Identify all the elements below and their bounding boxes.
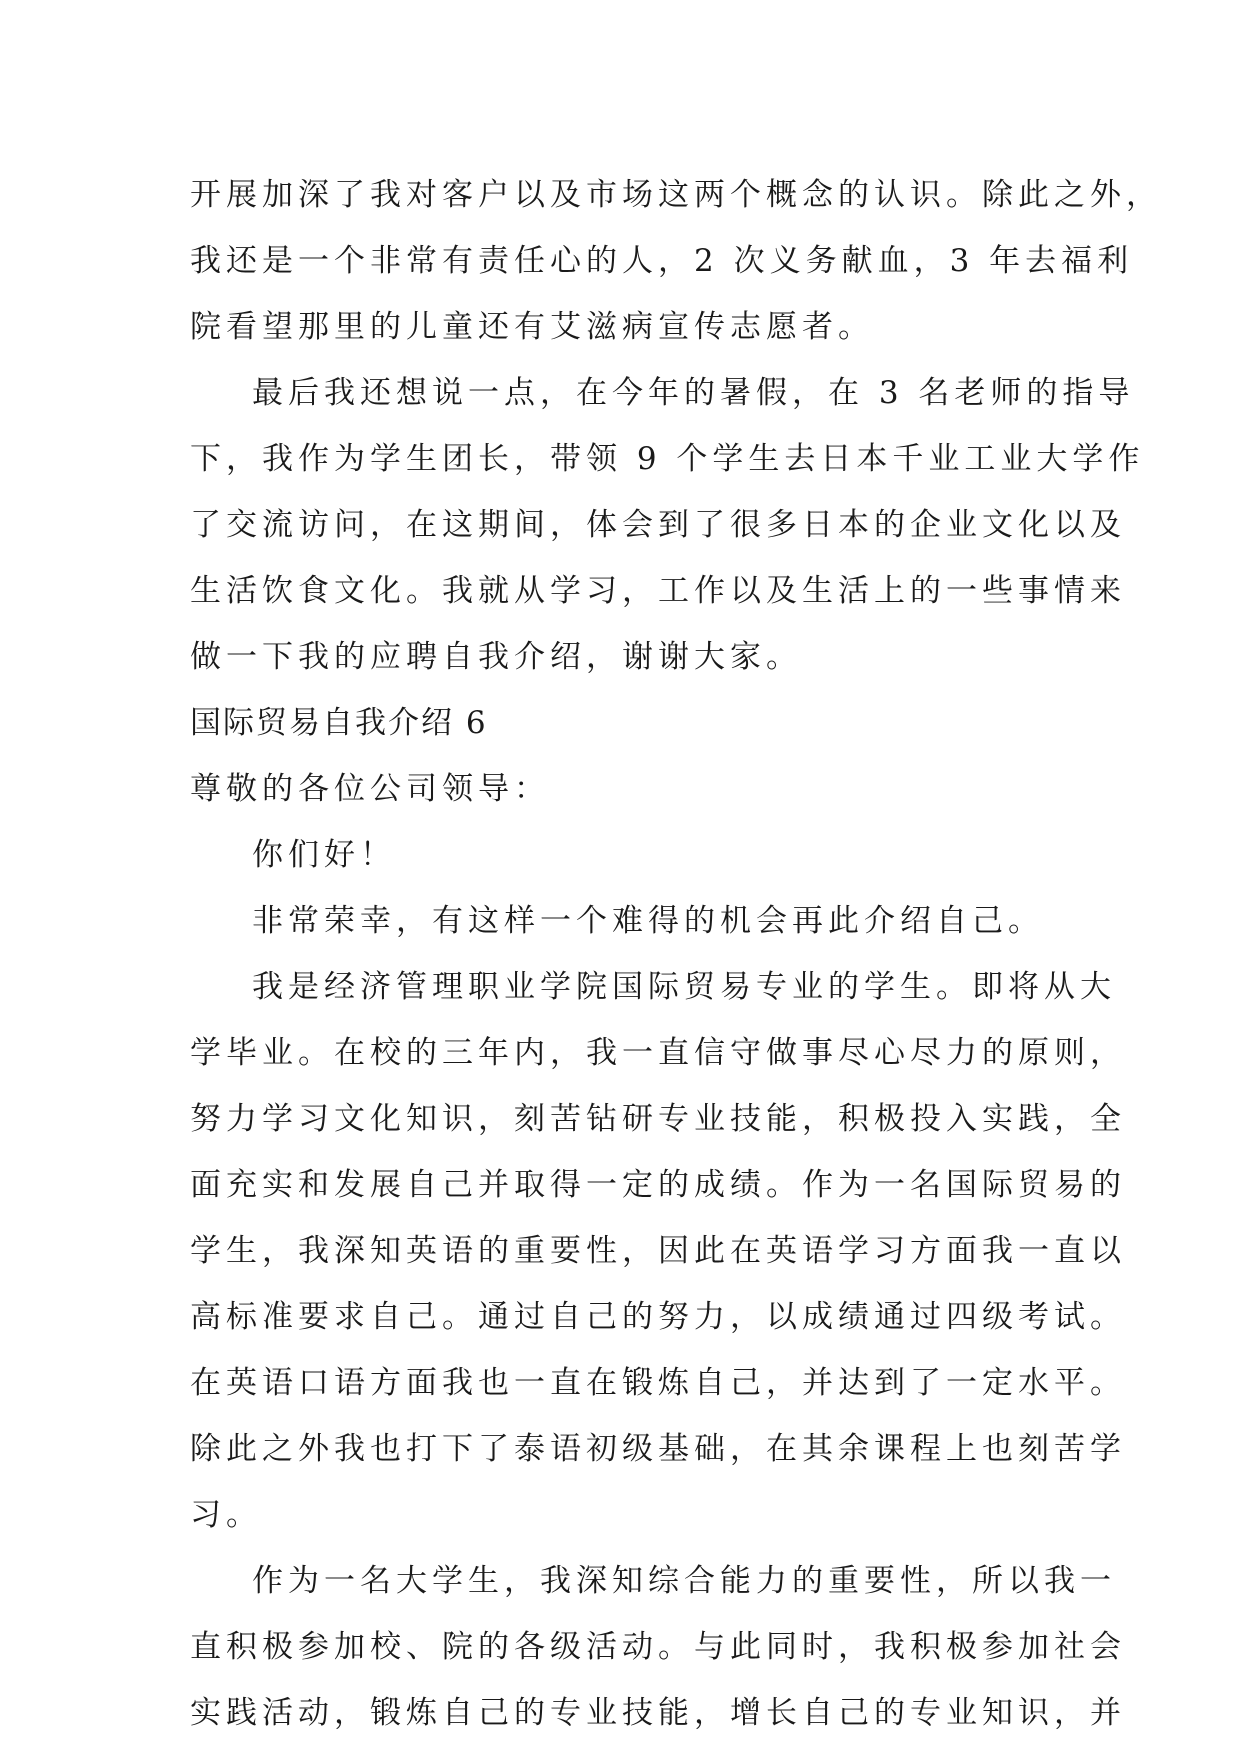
text-line: 了交流访问，在这期间，体会到了很多日本的企业文化以及 [190,507,1126,543]
text-line: 作为一名大学生，我深知综合能力的重要性，所以我一 [252,1563,1116,1599]
text-line: 在英语口语方面我也一直在锻炼自己，并达到了一定水平。 [190,1365,1126,1401]
text-line: 下，我作为学生团长，带领 9 个学生去日本千业工业大学作 [190,441,1145,477]
text-line: 除此之外我也打下了泰语初级基础，在其余课程上也刻苦学 [190,1431,1126,1467]
text-line: 我是经济管理职业学院国际贸易专业的学生。即将从大 [252,969,1116,1005]
text-line: 努力学习文化知识，刻苦钻研专业技能，积极投入实践，全 [190,1101,1126,1137]
text-line: 我还是一个非常有责任心的人，2 次义务献血，3 年去福利 [190,243,1134,279]
section-heading: 国际贸易自我介绍 6 [190,705,488,741]
text-line: 实践活动，锻炼自己的专业技能，增长自己的专业知识，并 [190,1695,1126,1731]
text-line: 最后我还想说一点，在今年的暑假，在 3 名老师的指导 [252,375,1135,411]
text-line: 面充实和发展自己并取得一定的成绩。作为一名国际贸易的 [190,1167,1126,1203]
text-line: 习。 [190,1497,262,1533]
text-line: 非常荣幸，有这样一个难得的机会再此介绍自己。 [252,903,1044,939]
text-line: 院看望那里的儿童还有艾滋病宣传志愿者。 [190,309,874,345]
document-body [190,162,1162,1746]
text-line: 生活饮食文化。我就从学习，工作以及生活上的一些事情来 [190,573,1126,609]
text-line: 高标准要求自己。通过自己的努力，以成绩通过四级考试。 [190,1299,1126,1335]
text-line: 直积极参加校、院的各级活动。与此同时，我积极参加社会 [190,1629,1126,1665]
text-line: 尊敬的各位公司领导： [190,771,550,807]
text-line: 学毕业。在校的三年内，我一直信守做事尽心尽力的原则， [190,1035,1126,1071]
text-line: 开展加深了我对客户以及市场这两个概念的认识。除此之外， [190,177,1162,213]
text-line: 学生，我深知英语的重要性，因此在英语学习方面我一直以 [190,1233,1126,1269]
text-line: 做一下我的应聘自我介绍，谢谢大家。 [190,639,802,675]
text-line: 你们好！ [252,837,396,873]
